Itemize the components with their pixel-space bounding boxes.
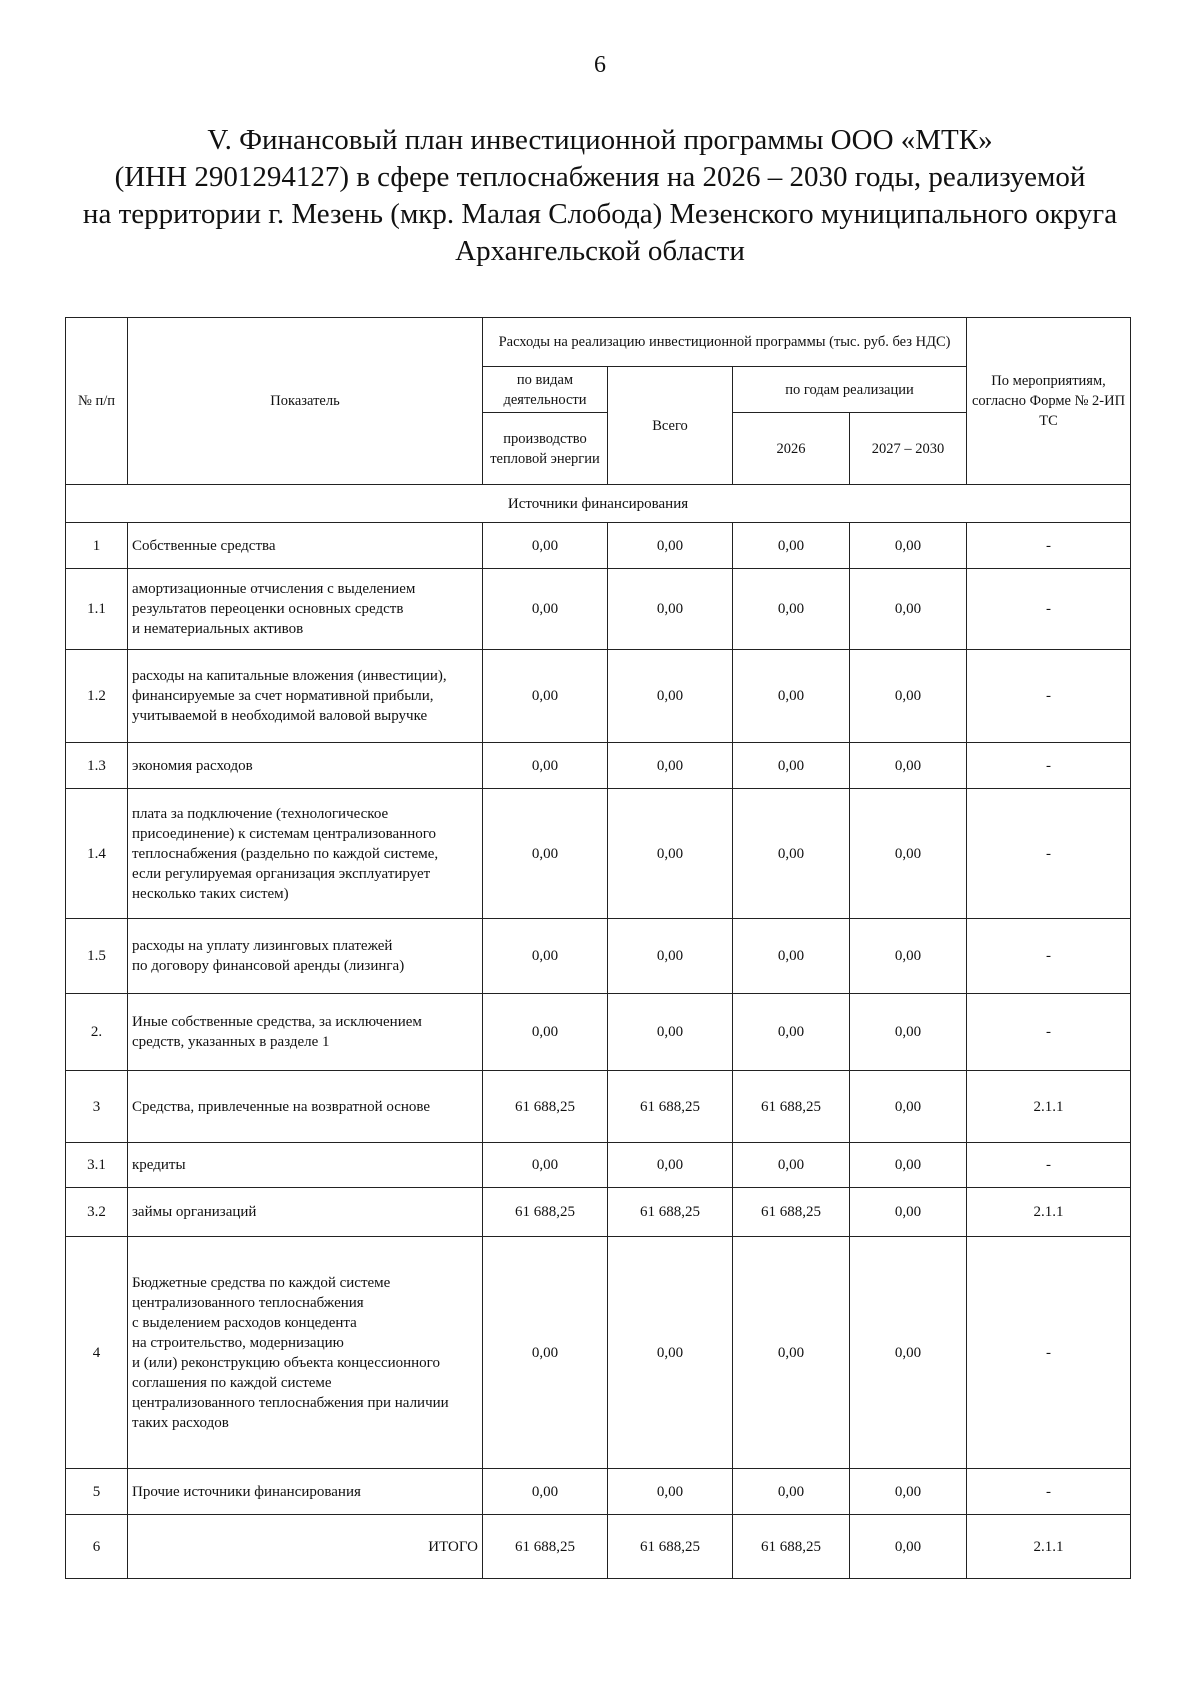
- row-production-value: 61 688,25: [483, 1188, 608, 1237]
- row-measure: -: [967, 919, 1131, 994]
- row-2026-value: 0,00: [733, 1143, 850, 1188]
- header-total: Всего: [608, 367, 733, 485]
- row-2026-value: 0,00: [733, 994, 850, 1071]
- row-production-value: 0,00: [483, 994, 608, 1071]
- title-line: (ИНН 2901294127) в сфере теплоснабжения на 2026 – 2030 годы, реализуемой: [114, 161, 1086, 193]
- row-indicator: Средства, привлеченные на возвратной основе: [128, 1071, 483, 1143]
- row-measure: -: [967, 650, 1131, 743]
- row-total-value: 61 688,25: [608, 1071, 733, 1143]
- row-total-value: 0,00: [608, 789, 733, 919]
- row-total-value: 0,00: [608, 1237, 733, 1469]
- row-total-value: 0,00: [608, 743, 733, 789]
- total-row: [66, 1515, 1131, 1579]
- row-2026-value: 61 688,25: [733, 1188, 850, 1237]
- row-total-value: 0,00: [608, 994, 733, 1071]
- row-number: 2.: [66, 994, 128, 1071]
- row-indicator: плата за подключение (технологическое присоединение) к системам централизованного теплоснабжения (раздельно по каждой системе, если регулируемая организация эксплуатирует несколько таких систем): [128, 789, 483, 919]
- row-production-value: 61 688,25: [483, 1071, 608, 1143]
- row-total-value: 0,00: [608, 1469, 733, 1515]
- row-measure: -: [967, 1143, 1131, 1188]
- table-row: [66, 1143, 1131, 1188]
- row-2026-value: 0,00: [733, 919, 850, 994]
- row-indicator: Собственные средства: [128, 523, 483, 569]
- row-production-value: 0,00: [483, 569, 608, 650]
- title-line: V. Финансовый план инвестиционной программы ООО «МТК»: [207, 124, 993, 156]
- row-measure: -: [967, 994, 1131, 1071]
- row-indicator: займы организаций: [128, 1188, 483, 1237]
- table-row: [66, 1469, 1131, 1515]
- row-total-value: 0,00: [608, 1143, 733, 1188]
- header-expenses: Расходы на реализацию инвестиционной программы (тыс. руб. без НДС): [483, 318, 967, 367]
- row-number: 3.2: [66, 1188, 128, 1237]
- row-production-value: 0,00: [483, 1469, 608, 1515]
- row-2027-2030-value: 0,00: [850, 523, 967, 569]
- row-2027-2030-value: 0,00: [850, 1071, 967, 1143]
- row-number: 3.1: [66, 1143, 128, 1188]
- document-title: [60, 122, 1140, 270]
- row-2027-2030-value: 0,00: [850, 1188, 967, 1237]
- table-row: [66, 1188, 1131, 1237]
- table-row: [66, 994, 1131, 1071]
- row-production-value: 0,00: [483, 789, 608, 919]
- row-measure: -: [967, 1469, 1131, 1515]
- header-by-activity: по видам деятельности: [483, 367, 608, 413]
- financial-plan-table: [65, 317, 1131, 1579]
- row-production-value: 0,00: [483, 919, 608, 994]
- row-2026-value: 61 688,25: [733, 1071, 850, 1143]
- row-indicator: Иные собственные средства, за исключением средств, указанных в разделе 1: [128, 994, 483, 1071]
- row-number: 1.2: [66, 650, 128, 743]
- row-production-value: 0,00: [483, 650, 608, 743]
- header-by-measures: По мероприятиям, согласно Форме № 2-ИП ТС: [967, 318, 1131, 485]
- row-number: 3: [66, 1071, 128, 1143]
- row-2026-value: 0,00: [733, 1237, 850, 1469]
- table-row: [66, 1071, 1131, 1143]
- section-title: Источники финансирования: [66, 485, 1131, 523]
- row-2027-2030-value: 0,00: [850, 1469, 967, 1515]
- row-indicator: Бюджетные средства по каждой системе централизованного теплоснабжения с выделением расходов концедента на строительство, модернизацию и (или) реконструкцию объекта концессионного соглашения по каждой системе централизованного теплоснабжения при наличии таких расходов: [128, 1237, 483, 1469]
- table-row: [66, 650, 1131, 743]
- table-row: [66, 1237, 1131, 1469]
- row-2026-value: 0,00: [733, 789, 850, 919]
- table-row: [66, 789, 1131, 919]
- row-2026-value: 0,00: [733, 523, 850, 569]
- row-total-value: 0,00: [608, 650, 733, 743]
- row-production-value: 0,00: [483, 523, 608, 569]
- row-total-value: 61 688,25: [608, 1515, 733, 1579]
- row-production-value: 0,00: [483, 1143, 608, 1188]
- row-number: 1: [66, 523, 128, 569]
- row-2027-2030-value: 0,00: [850, 1143, 967, 1188]
- row-production-value: 0,00: [483, 743, 608, 789]
- row-2026-value: 61 688,25: [733, 1515, 850, 1579]
- row-indicator: кредиты: [128, 1143, 483, 1188]
- row-2026-value: 0,00: [733, 650, 850, 743]
- row-2026-value: 0,00: [733, 569, 850, 650]
- row-2027-2030-value: 0,00: [850, 1515, 967, 1579]
- row-measure: 2.1.1: [967, 1071, 1131, 1143]
- row-measure: 2.1.1: [967, 1188, 1131, 1237]
- header-indicator: Показатель: [128, 318, 483, 485]
- row-indicator: расходы на капитальные вложения (инвестиции), финансируемые за счет нормативной прибыли, учитываемой в необходимой валовой выручке: [128, 650, 483, 743]
- row-2027-2030-value: 0,00: [850, 789, 967, 919]
- row-2027-2030-value: 0,00: [850, 650, 967, 743]
- title-line: на территории г. Мезень (мкр. Малая Слобода) Мезенского муниципального округа: [82, 198, 1118, 230]
- row-number: 1.1: [66, 569, 128, 650]
- row-2027-2030-value: 0,00: [850, 919, 967, 994]
- table-row: [66, 523, 1131, 569]
- row-measure: -: [967, 1237, 1131, 1469]
- table-row: [66, 569, 1131, 650]
- row-measure: -: [967, 569, 1131, 650]
- table-row: [66, 919, 1131, 994]
- row-total-value: 0,00: [608, 523, 733, 569]
- row-2027-2030-value: 0,00: [850, 743, 967, 789]
- header-years-2027-2030: 2027 – 2030: [850, 413, 967, 485]
- header-year-2026: 2026: [733, 413, 850, 485]
- row-total-value: 0,00: [608, 919, 733, 994]
- row-production-value: 0,00: [483, 1237, 608, 1469]
- row-measure: 2.1.1: [967, 1515, 1131, 1579]
- table-row: [66, 743, 1131, 789]
- row-2027-2030-value: 0,00: [850, 1237, 967, 1469]
- row-measure: -: [967, 789, 1131, 919]
- row-measure: -: [967, 523, 1131, 569]
- row-number: 1.4: [66, 789, 128, 919]
- row-indicator: Прочие источники финансирования: [128, 1469, 483, 1515]
- row-2027-2030-value: 0,00: [850, 994, 967, 1071]
- row-indicator: ИТОГО: [128, 1515, 483, 1579]
- row-total-value: 61 688,25: [608, 1188, 733, 1237]
- row-production-value: 61 688,25: [483, 1515, 608, 1579]
- row-number: 5: [66, 1469, 128, 1515]
- row-2027-2030-value: 0,00: [850, 569, 967, 650]
- row-number: 6: [66, 1515, 128, 1579]
- row-measure: -: [967, 743, 1131, 789]
- title-line: Архангельской области: [455, 235, 745, 267]
- header-heat-production: производство тепловой энергии: [483, 413, 608, 485]
- row-indicator: амортизационные отчисления с выделением результатов переоценки основных средств и нематериальных активов: [128, 569, 483, 650]
- row-2026-value: 0,00: [733, 743, 850, 789]
- row-number: 1.3: [66, 743, 128, 789]
- row-number: 1.5: [66, 919, 128, 994]
- row-number: 4: [66, 1237, 128, 1469]
- row-2026-value: 0,00: [733, 1469, 850, 1515]
- page-number: 6: [594, 52, 606, 78]
- header-num: № п/п: [66, 318, 128, 485]
- row-indicator: экономия расходов: [128, 743, 483, 789]
- row-total-value: 0,00: [608, 569, 733, 650]
- row-indicator: расходы на уплату лизинговых платежей по договору финансовой аренды (лизинга): [128, 919, 483, 994]
- header-by-years: по годам реализации: [733, 367, 967, 413]
